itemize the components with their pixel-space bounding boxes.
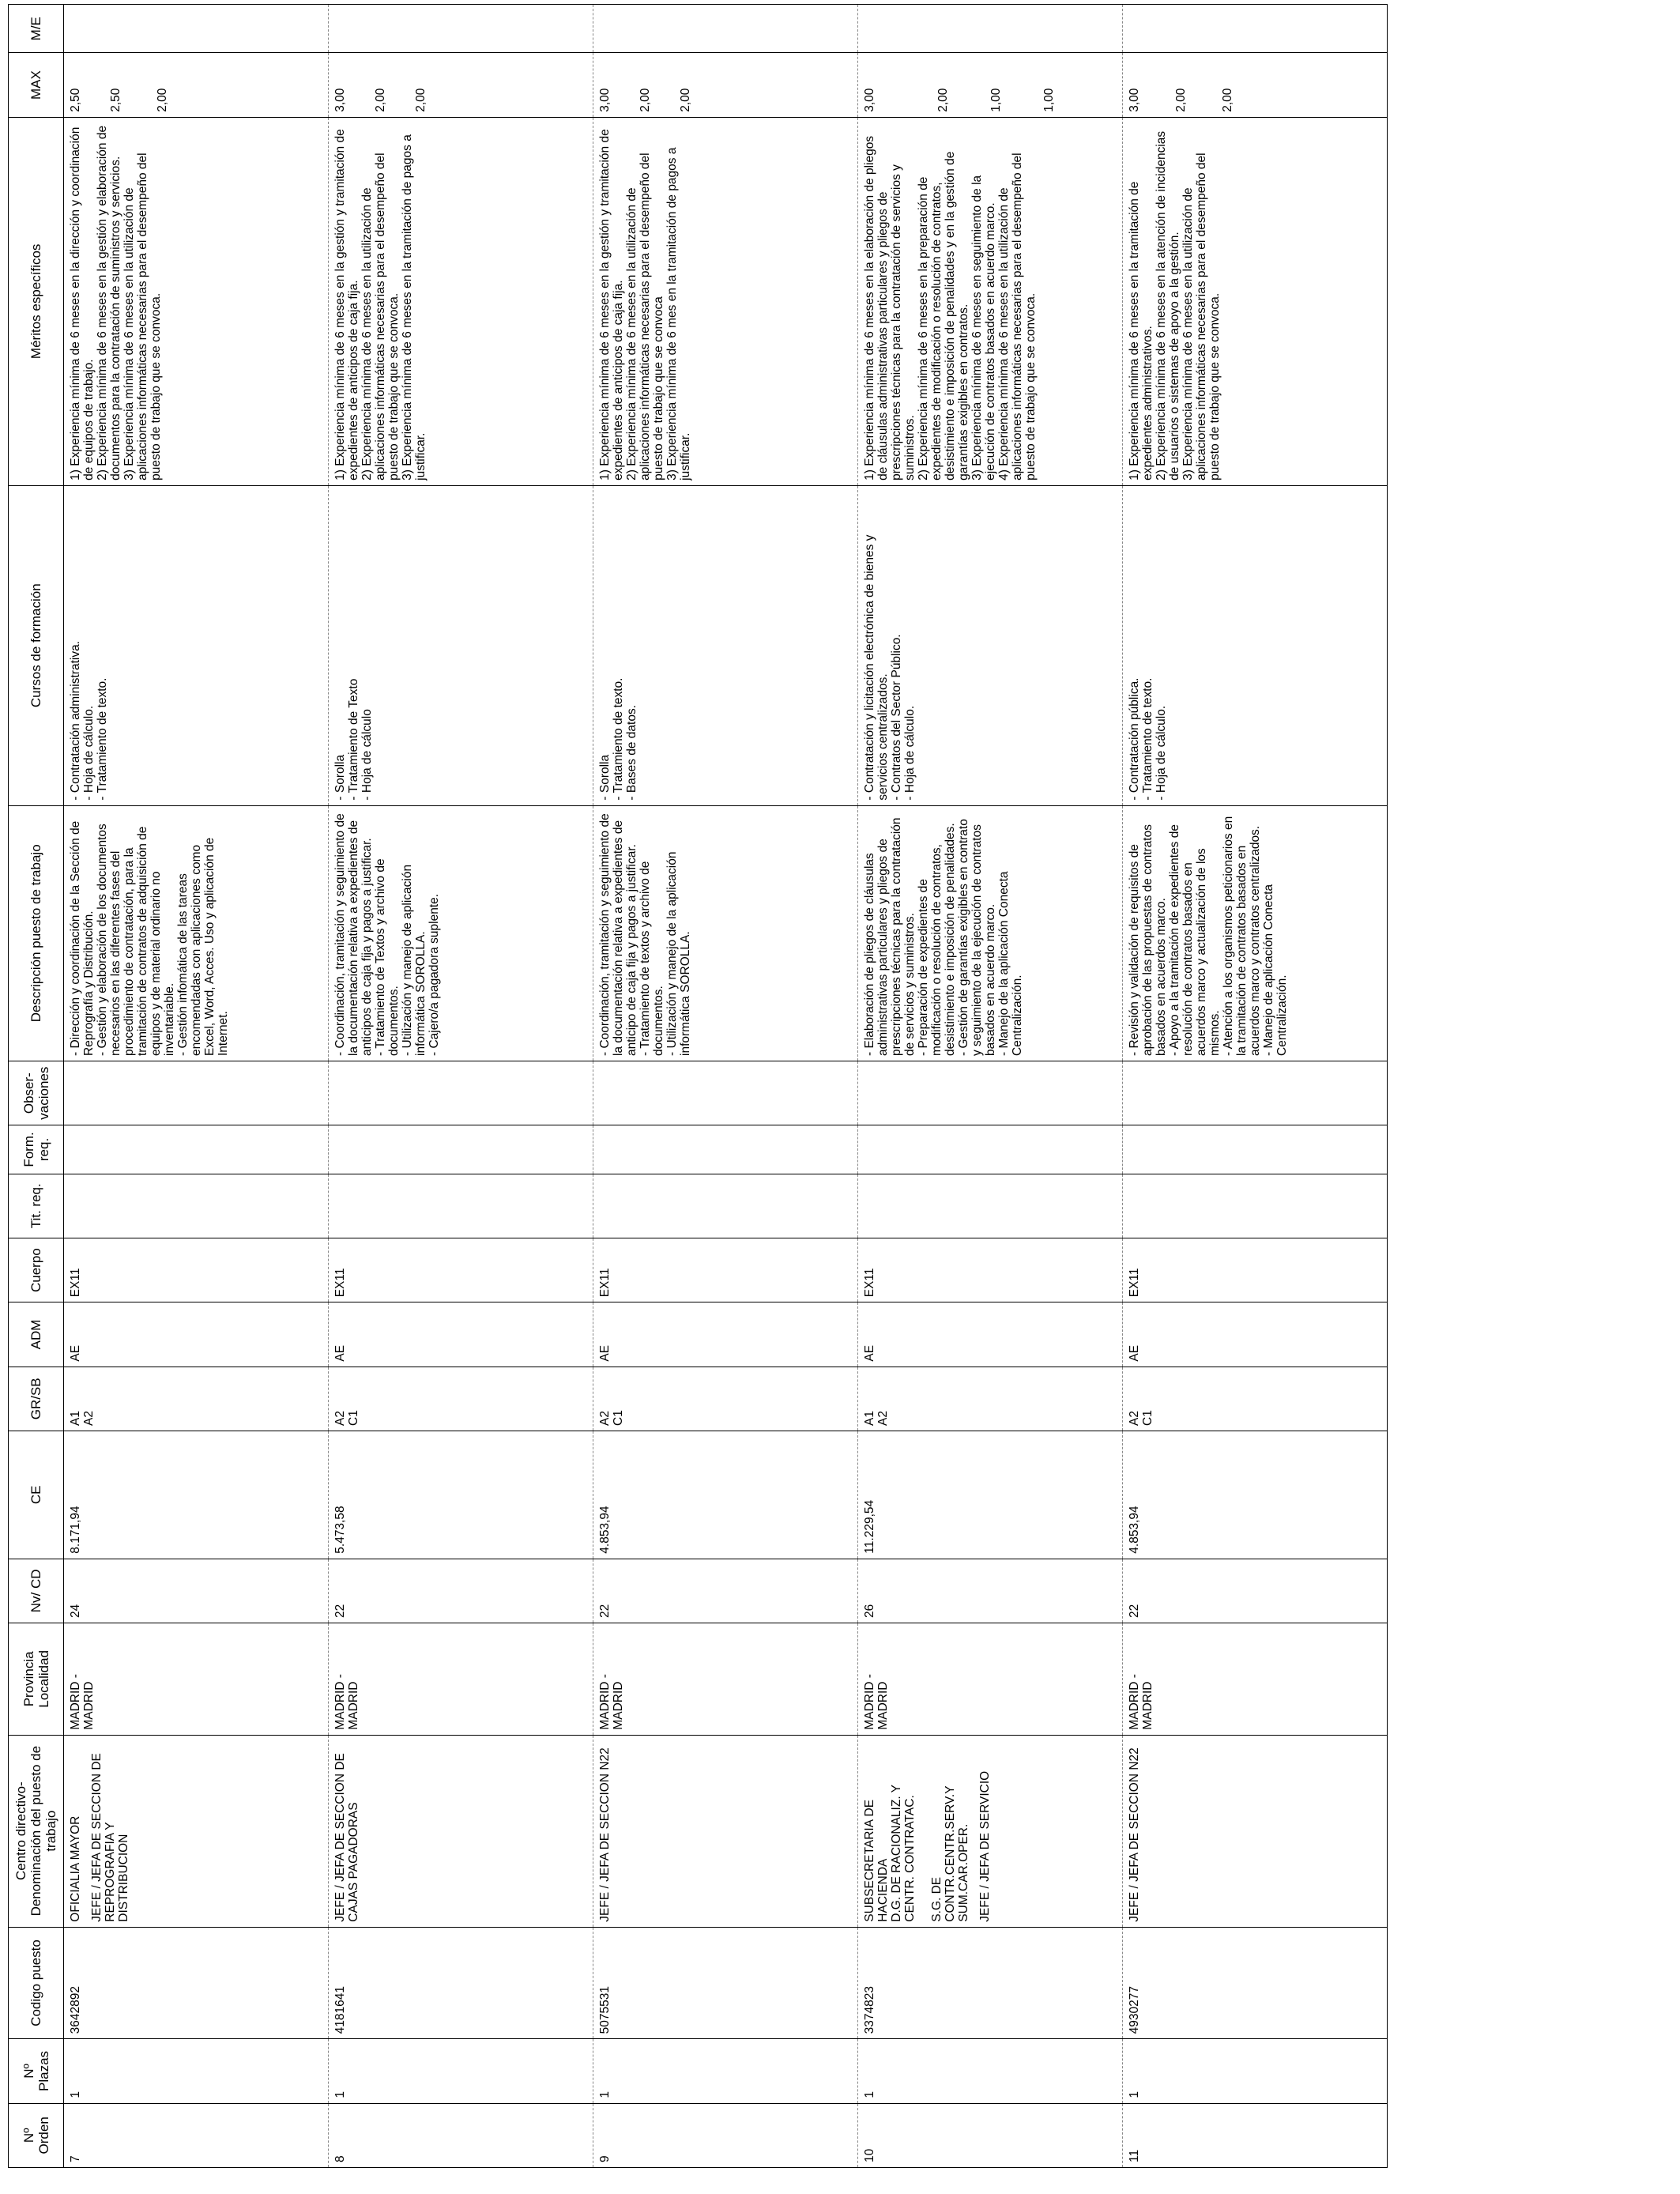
- header-cursos: Cursos de formación: [9, 485, 64, 805]
- cell-cursos: [593, 485, 858, 805]
- cell-plazas: 1: [329, 2039, 593, 2103]
- cell-adm: AE: [329, 1302, 593, 1367]
- header-obs: Obser- vaciones: [9, 1061, 64, 1125]
- cell-tit: [329, 1174, 593, 1238]
- cell-tit: [64, 1174, 329, 1238]
- cell-me: [64, 5, 329, 53]
- max-value: 2,00: [638, 88, 652, 112]
- header-meritos: Méritos específicos: [9, 117, 64, 485]
- grsb-value: A2 C1: [333, 1410, 360, 1426]
- cell-nivel: 24: [64, 1559, 329, 1623]
- centro-directivo: SUBSECRETARIA DE HACIENDA D.G. DE RACIONALIZ. Y CENTR. CONTRATAC. S.G. DE CONTR.CENTR.SERV.Y SUM.CAR.OPER.: [863, 1785, 970, 1922]
- puesto-denominacion: JEFE / JEFA DE SECCION DE REPROGRAFIA Y DISTRIBUCION: [90, 1753, 130, 1922]
- cell-meritos: [329, 117, 593, 485]
- header-cuerpo: Cuerpo: [9, 1238, 64, 1302]
- cell-adm: AE: [1123, 1302, 1388, 1367]
- cell-grsb: [593, 1367, 858, 1431]
- descripcion-text: - Coordinación, tramitación y seguimiento de la documentación relativa a expedientes de anticipo de caja fija y pagos a justificar. - Tratamiento de textos y archivo de documentos. - Utilización y manejo de la aplicación informática SOROLLA.: [598, 813, 692, 1056]
- cell-ce: 11.229,54: [858, 1431, 1123, 1559]
- cell-grsb: [858, 1367, 1123, 1431]
- cursos-text: - Sorolla - Tratamiento de Texto - Hoja de cálculo: [333, 678, 374, 801]
- cell-plazas: 1: [1123, 2039, 1388, 2103]
- header-me: M/E: [9, 5, 64, 53]
- max-value: 2,00: [936, 88, 950, 112]
- cell-provincia: MADRID - MADRID: [858, 1623, 1123, 1736]
- descripcion-text: - Coordinación, tramitación y seguimiento de la documentación relativa a expedientes de anticipos de caja fija y pagos a justificar. - Tratamiento de Textos y archivo de documentos. - Utilización y manejo de aplicación informática SOROLLA. - Cajero/a pagadora suplente.: [333, 813, 441, 1056]
- max-value: 3,00: [863, 88, 876, 112]
- header-nivel: Nv/ CD: [9, 1559, 64, 1623]
- cell-nivel: 22: [1123, 1559, 1388, 1623]
- cell-orden: 9: [593, 2103, 858, 2167]
- header-plazas: Nº Plazas: [9, 2039, 64, 2103]
- cell-max: [1123, 53, 1388, 117]
- cell-adm: AE: [858, 1302, 1123, 1367]
- cell-adm: AE: [593, 1302, 858, 1367]
- cell-form: [64, 1125, 329, 1174]
- max-value: 2,00: [679, 88, 692, 112]
- cell-tit: [593, 1174, 858, 1238]
- max-value: 1,00: [989, 88, 1003, 112]
- cell-max: [593, 53, 858, 117]
- grsb-value: A2 C1: [598, 1410, 625, 1426]
- cell-tit: [1123, 1174, 1388, 1238]
- puesto-denominacion: JEFE / JEFA DE SECCION N22: [1128, 1747, 1141, 1922]
- cell-plazas: 1: [593, 2039, 858, 2103]
- cell-cuerpo: EX11: [1123, 1238, 1388, 1302]
- max-value: 3,00: [1128, 88, 1141, 112]
- cell-max: [329, 53, 593, 117]
- cursos-text: - Contratación y licitación electrónica de bienes y servicios centralizados. - Contratos del Sector Público. - Hoja de cálculo.: [863, 534, 917, 801]
- header-grsb: GR/SB: [9, 1367, 64, 1431]
- cell-max: [64, 53, 329, 117]
- cell-ce: 4.853,94: [1123, 1431, 1388, 1559]
- cell-form: [593, 1125, 858, 1174]
- max-value: 3,00: [333, 88, 347, 112]
- job-positions-table: [8, 4, 1388, 2168]
- cell-ce: 5.473,58: [329, 1431, 593, 1559]
- cell-plazas: 1: [64, 2039, 329, 2103]
- cell-obs: [858, 1061, 1123, 1125]
- centro-directivo: OFICIALIA MAYOR: [69, 1815, 82, 1922]
- cell-cursos: [64, 485, 329, 805]
- cell-obs: [64, 1061, 329, 1125]
- cell-plazas: 1: [858, 2039, 1123, 2103]
- cell-descripcion: [858, 805, 1123, 1061]
- cell-adm: AE: [64, 1302, 329, 1367]
- header-provincia: Provincia Localidad: [9, 1623, 64, 1736]
- header-centro: Centro directivo- Denominación del puesto de trabajo: [9, 1735, 64, 1927]
- header-ce: CE: [9, 1431, 64, 1559]
- cell-codigo: 3642892: [64, 1927, 329, 2039]
- puesto-denominacion: JEFE / JEFA DE SECCION DE CAJAS PAGADORAS: [333, 1753, 360, 1922]
- cell-orden: 7: [64, 2103, 329, 2167]
- header-adm: ADM: [9, 1302, 64, 1367]
- cell-cuerpo: EX11: [64, 1238, 329, 1302]
- table-row: [593, 5, 858, 2168]
- cell-obs: [593, 1061, 858, 1125]
- cell-centro: [593, 1735, 858, 1927]
- table-header: [9, 5, 64, 2168]
- cell-meritos: [593, 117, 858, 485]
- cell-cursos: [858, 485, 1123, 805]
- cell-meritos: [64, 117, 329, 485]
- cell-nivel: 22: [593, 1559, 858, 1623]
- cell-ce: 8.171,94: [64, 1431, 329, 1559]
- cell-codigo: 4930277: [1123, 1927, 1388, 2039]
- max-value: 2,00: [156, 88, 169, 112]
- cell-nivel: 26: [858, 1559, 1123, 1623]
- max-value: 2,00: [1221, 88, 1234, 112]
- cell-ce: 4.853,94: [593, 1431, 858, 1559]
- cursos-text: - Sorolla - Tratamiento de texto. - Bases de datos.: [598, 677, 638, 801]
- puesto-denominacion: JEFE / JEFA DE SECCION N22: [598, 1747, 612, 1922]
- descripcion-text: - Revisión y validación de requisitos de aprobación de las propuestas de contratos basados en acuerdos marco. - Apoyo a la tramitación de expedientes de resolución de contratos basados en acuerdos marco y actualización de los mismos. - Atención a los organismos peticionarios en la tramitación de contratos basados en acuerdos marco y contratos centralizados. - Manejo de aplicación Conecta Centralización.: [1128, 816, 1289, 1056]
- cell-centro: [1123, 1735, 1388, 1927]
- cell-codigo: 5075531: [593, 1927, 858, 2039]
- meritos-text: 1) Experiencia mínima de 6 meses en la elaboración de pliegos de cláusulas administrativas particulares y pliegos de prescripciones técnicas para la contratación de servicios y suministros. 2) Experiencia mínima de 6 meses en la preparación de expedientes de modificación o resolución de contratos, desistimiento e imposición de penalidades y en la gestión de garantías exigibles en contratos. 3) Experiencia mínima de 6 meses en seguimiento de la ejecución de contratos basados en acuerdo marco. 4) Experiencia mínima de 6 meses en la utilización de aplicaciones informáticas necesarias para el desempeño del puesto de trabajo que se convoca.: [863, 135, 1038, 481]
- table-row: [1123, 5, 1388, 2168]
- cell-centro: [64, 1735, 329, 1927]
- cell-me: [1123, 5, 1388, 53]
- cursos-text: - Contratación pública. - Tratamiento de texto. - Hoja de cálculo.: [1128, 677, 1168, 801]
- max-value: 1,00: [1042, 88, 1056, 112]
- header-codigo: Codigo puesto: [9, 1927, 64, 2039]
- cell-descripcion: [593, 805, 858, 1061]
- cell-cursos: [1123, 485, 1388, 805]
- cell-provincia: MADRID - MADRID: [329, 1623, 593, 1736]
- cell-obs: [329, 1061, 593, 1125]
- cell-cuerpo: EX11: [858, 1238, 1123, 1302]
- meritos-text: 1) Experiencia mínima de 6 meses en la gestión y tramitación de expedientes de anticipos de caja fija. 2) Experiencia mínima de 6 meses en la utilización de aplicaciones informáticas necesarias para el desempeño del puesto de trabajo que se convoca 3) Experiencia mínima de 6 mes en la tramitación de pagos a justificar.: [598, 129, 692, 481]
- max-value: 3,00: [598, 88, 612, 112]
- cell-codigo: 3374823: [858, 1927, 1123, 2039]
- table-row: [64, 5, 329, 2168]
- meritos-text: 1) Experiencia mínima de 6 meses en la dirección y coordinación de equipos de trabajo. 2) Experiencia mínima de 6 meses en la gestión y elaboración de documentos para la contratación de suministros y servicios. 3) Experiencia mínima de 6 meses en la utilización de aplicaciones informáticas necesarias para el desempeño del puesto de trabajo que se convoca.: [69, 125, 163, 481]
- header-tit: Tit. req.: [9, 1174, 64, 1238]
- cell-descripcion: [329, 805, 593, 1061]
- cell-grsb: [64, 1367, 329, 1431]
- header-form: Form. req.: [9, 1125, 64, 1174]
- cell-orden: 11: [1123, 2103, 1388, 2167]
- max-value: 2,50: [69, 88, 82, 112]
- max-value: 2,00: [374, 88, 387, 112]
- grsb-value: A1 A2: [69, 1411, 96, 1426]
- cell-nivel: 22: [329, 1559, 593, 1623]
- cell-provincia: MADRID - MADRID: [1123, 1623, 1388, 1736]
- grsb-value: A2 C1: [1128, 1410, 1155, 1426]
- cell-orden: 8: [329, 2103, 593, 2167]
- cell-me: [593, 5, 858, 53]
- cell-grsb: [1123, 1367, 1388, 1431]
- cell-form: [1123, 1125, 1388, 1174]
- max-value: 2,00: [414, 88, 428, 112]
- cell-centro: [329, 1735, 593, 1927]
- cell-cursos: [329, 485, 593, 805]
- cell-tit: [858, 1174, 1123, 1238]
- cell-meritos: [858, 117, 1123, 485]
- meritos-text: 1) Experiencia mínima de 6 meses en la tramitación de expedientes administrativos. 2) Experiencia mínima de 6 meses en la atención de incidencias de usuarios o sistemas de apoyo a la gestión. 3) Experiencia mínima de 6 meses en la utilización de aplicaciones informáticas necesarias para el desempeño del puesto de trabajo que se convoca.: [1128, 130, 1222, 481]
- cell-me: [329, 5, 593, 53]
- cell-grsb: [329, 1367, 593, 1431]
- cell-cuerpo: EX11: [593, 1238, 858, 1302]
- max-value: 2,00: [1174, 88, 1188, 112]
- cell-max: [858, 53, 1123, 117]
- header-max: MAX: [9, 53, 64, 117]
- cell-descripcion: [1123, 805, 1388, 1061]
- cell-meritos: [1123, 117, 1388, 485]
- cell-form: [858, 1125, 1123, 1174]
- header-orden: Nº Orden: [9, 2103, 64, 2167]
- descripcion-text: - Elaboración de pliegos de cláusulas administrativas particulares y pliegos de prescripciones técnicas para la contratación de servicios y suministros. - Preparación de expedientes de modificación o resolución de contratos, desistimiento e imposición de penalidades. - Gestión de garantías exigibles en contrato y seguimiento de la ejecución de contratos basados en acuerdo marco. - Manejo de la aplicación Conecta Centralización.: [863, 817, 1024, 1056]
- cell-form: [329, 1125, 593, 1174]
- header-descripcion: Descripción puesto de trabajo: [9, 805, 64, 1061]
- grsb-value: A1 A2: [863, 1411, 890, 1426]
- cell-descripcion: [64, 805, 329, 1061]
- cell-orden: 10: [858, 2103, 1123, 2167]
- cell-cuerpo: EX11: [329, 1238, 593, 1302]
- cursos-text: - Contratación administrativa. - Hoja de cálculo. - Tratamiento de texto.: [69, 641, 109, 801]
- puesto-denominacion: JEFE / JEFA DE SERVICIO: [978, 1770, 992, 1922]
- table-row: [329, 5, 593, 2168]
- table-row: [858, 5, 1123, 2168]
- cell-provincia: MADRID - MADRID: [64, 1623, 329, 1736]
- max-value: 2,50: [109, 88, 122, 112]
- cell-codigo: 4181641: [329, 1927, 593, 2039]
- cell-centro: [858, 1735, 1123, 1927]
- cell-obs: [1123, 1061, 1388, 1125]
- cell-me: [858, 5, 1123, 53]
- cell-provincia: MADRID - MADRID: [593, 1623, 858, 1736]
- descripcion-text: - Dirección y coordinación de la Sección de Reprografía y Distribución. - Gestión y elaboración de los documentos necesarios en las diferentes fases del procedimiento de contratación, para la tramitación de contratos de adquisición de equipos y de material ordinario no inventariable. - Gestión infomática de las tareas encomendadas con aplicaciones como Excel, Word, Acces. Uso y aplicación de Internet.: [69, 820, 230, 1056]
- meritos-text: 1) Experiencia mínima de 6 meses en la gestión y tramitación de expedientes de anticipos de caja fija. 2) Experiencia mínima de 6 meses en la utilización de aplicaciones informáticas necesarias para el desempeño del puesto de trabajo que se convoca. 3) Experiencia mínima de 6 meses en la tramitación de pagos a justificar.: [333, 129, 428, 481]
